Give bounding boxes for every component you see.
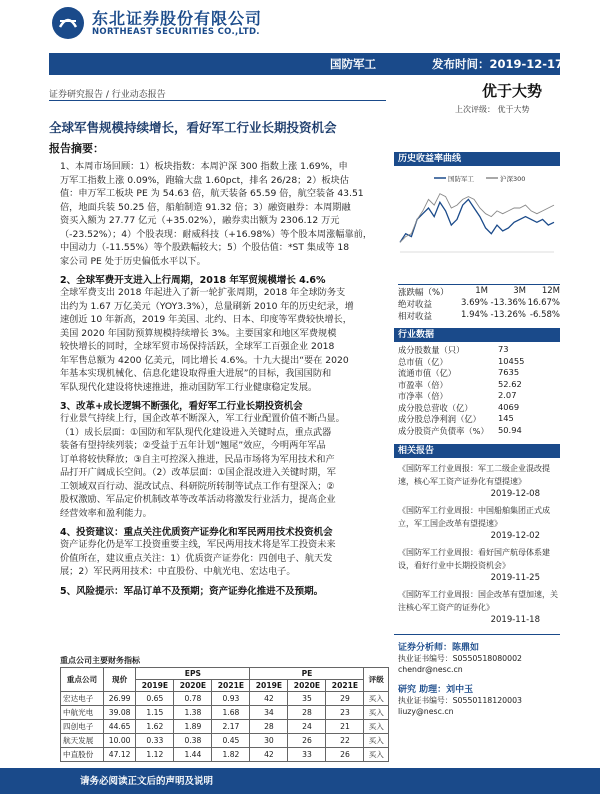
industry-data-row — [398, 390, 560, 402]
table-cell: 0.33 — [136, 734, 174, 748]
body-text-line: 股权激励、军品定价机制改革等改革活动将激发行业活力，提高企业 — [60, 494, 336, 505]
divider — [398, 284, 560, 285]
industry-data-row — [398, 413, 560, 425]
table-cell: 买入 — [364, 748, 389, 762]
table-cell: 30 — [250, 734, 288, 748]
section-heading: 5、风险提示：军品订单不及预期；资产证券化推进不及预期。 — [60, 585, 324, 597]
table-cell: 47.12 — [103, 748, 135, 762]
col-head-price: 现价 — [103, 668, 135, 692]
col-head-pe: PE — [250, 668, 364, 680]
body-text-line: 值：申万军工板块 PE 为 54.63 倍，航天装备 65.59 倍，航空装备 43.51 — [60, 188, 364, 199]
data-value: 10455 — [498, 355, 525, 366]
perf-head: 1M — [475, 286, 488, 296]
table-cell: 29 — [326, 692, 364, 706]
analyst-email: chendr@nesc.cn — [398, 665, 463, 674]
table-cell: 10.00 — [103, 734, 135, 748]
analyst-name: 刘中玉 — [446, 685, 474, 695]
industry-data-row — [398, 344, 560, 356]
table-cell: 1.12 — [136, 748, 174, 762]
data-key: 市净率（倍） — [398, 391, 448, 401]
related-report-date: 2019-11-18 — [490, 615, 540, 625]
perf-cell: 16.67% — [527, 298, 560, 308]
body-text-line: 资产证券化仍是军工投资重要主线，军民两用技术将是军工投资未来 — [60, 539, 336, 550]
perf-cell: -13.26% — [490, 310, 526, 320]
body-text-line: 行业景气持续上行，国企改革不断深入，军工行业配置价值不断凸显。 — [60, 413, 345, 424]
data-key: 成分股资产负债率（%） — [398, 425, 489, 436]
table-cell: 44.65 — [103, 720, 135, 734]
table-title: 重点公司主要财务指标 — [60, 656, 140, 665]
table-row — [61, 692, 389, 706]
table-cell: 33 — [288, 748, 326, 762]
data-value: 2.07 — [498, 390, 517, 400]
table-row — [61, 734, 389, 748]
table-cell: 0.65 — [136, 692, 174, 706]
related-report-title[interactable]: 《国防军工行业周报：军工二级企业混改提速，核心军工资产证券化有望提速》 — [398, 464, 550, 486]
table-cell: 买入 — [364, 720, 389, 734]
body-text-line: 资买入额为 27.77 亿元（+35.02%），融券卖出额为 2306.12 万元 — [60, 215, 340, 226]
company-name-en: NORTHEAST SECURITIES CO.,LTD. — [92, 27, 260, 37]
company-logo — [52, 7, 84, 39]
analyst-2 — [398, 682, 473, 695]
table-cell: 28 — [250, 720, 288, 734]
table-row — [61, 720, 389, 734]
body-text-line: 价值所在，建议重点关注：1）优质资产证券化：四创电子、航天发 — [60, 552, 333, 564]
year-head: 2021E — [212, 680, 250, 692]
analyst-email: liuzy@nesc.cn — [398, 707, 454, 716]
section-heading: 2、全球军费开支进入上行周期，2018 年军贸规模增长 4.6% — [60, 275, 326, 286]
industry-data-row — [398, 425, 560, 437]
data-value: 52.62 — [498, 378, 522, 389]
table-cell: 26 — [326, 748, 364, 762]
financial-table — [60, 667, 389, 762]
table-row — [61, 748, 389, 762]
perf-cell: 绝对收益 — [398, 300, 433, 310]
chart-header: 历史收益率曲线 — [394, 152, 560, 166]
year-head: 2021E — [326, 680, 364, 692]
table-cell: 1.62 — [136, 720, 174, 734]
divider — [394, 634, 560, 635]
table-cell: 24 — [288, 720, 326, 734]
table-cell: 宏达电子 — [61, 692, 104, 706]
body-text-line: 军队现代化建设将快速推进，推动国防军工行业健康稳定发展。 — [60, 381, 318, 393]
related-report-title[interactable]: 《国防军工行业周报：看好国产航母体系建设，看好行业中长期投资机会》 — [398, 548, 550, 570]
analyst-1 — [398, 640, 479, 653]
body-text-line: 出约为 1.67 万亿美元（YOY3.3%），总量刷新 2010 年的历史纪录，增 — [60, 300, 354, 312]
abstract-heading: 报告摘要： — [49, 142, 104, 155]
table-cell: 0.45 — [212, 734, 250, 748]
legend-label: 国防军工 — [448, 175, 474, 183]
industry-data-header: 行业数据 — [394, 328, 560, 342]
data-value: 50.94 — [498, 424, 522, 435]
table-cell: 28 — [288, 706, 326, 720]
rating: 优于大势 — [482, 82, 543, 100]
analyst-label: 证券分析师： — [398, 643, 453, 653]
company-name-cn: 东北证券股份有限公司 — [92, 9, 263, 28]
body-text-line: 万军工指数上涨 0.09%，跑输大盘 1.60pct，排名 26/28；2）板块估 — [60, 174, 349, 186]
sector-label: 国防军工 — [330, 57, 376, 71]
perf-head: 3M — [513, 286, 526, 296]
return-chart — [394, 170, 560, 278]
table-cell: 0.38 — [174, 734, 212, 748]
perf-head: 涨跌幅（%） — [398, 288, 449, 298]
report-title: 全球军售规模持续增长，看好军工行业长期投资机会 — [49, 120, 337, 135]
body-text-line: 品打开广阔成长空间。（2）改革层面：①国企混改进入关键时期，军 — [60, 467, 336, 478]
table-cell: 1.89 — [174, 720, 212, 734]
perf-cell: 1.94% — [460, 310, 488, 320]
data-key: 流通市值（亿） — [398, 368, 457, 378]
table-cell: 39.08 — [103, 706, 135, 720]
body-text-line: 较快增长的同时，全球军贸市场保持活跃，全球军工百强企业 2018 — [60, 341, 335, 352]
body-text-line: 工领域双百行动、混改试点、科研院所转制等试点工作有望深入；② — [60, 480, 335, 492]
data-value: 145 — [498, 413, 514, 423]
perf-cell: 3.69% — [460, 298, 488, 308]
table-cell: 1.38 — [174, 706, 212, 720]
body-text-line: 装备有望持续列装；②受益于五年计划“翘尾”效应，今明两年军品 — [60, 440, 326, 451]
table-cell: 26.99 — [103, 692, 135, 706]
related-report-date: 2019-11-25 — [490, 573, 540, 583]
year-head: 2019E — [250, 680, 288, 692]
body-text-line: （1）成长层面：①国防和军队现代化建设进入关键时点，重点武器 — [60, 426, 332, 438]
col-head-eps: EPS — [136, 668, 250, 680]
section-heading: 4、投资建议：重点关注优质资产证券化和军民两用技术投资机会 — [60, 527, 333, 538]
table-cell: 0.78 — [174, 692, 212, 706]
perf-row — [398, 310, 560, 322]
body-text-line: 展；2）军民两用技术：中直股份、中航光电、宏达电子。 — [60, 566, 296, 577]
body-text-line: （-23.52%）；4）个股表现：耐威科技（+16.98%）等个股本周涨幅靠前， — [60, 228, 373, 240]
data-key: 成分股总营收（亿） — [398, 402, 473, 413]
body-text-line: 订单将较快释放；③自主可控深入推进，民品市场将为军用技术和产 — [60, 453, 335, 465]
body-text-line: 家公司 PE 处于历史偏低水平以下。 — [60, 255, 206, 267]
col-head-name: 重点公司 — [61, 668, 104, 692]
analyst-label: 研究 助理： — [398, 685, 447, 695]
table-cell: 1.15 — [136, 706, 174, 720]
table-cell: 42 — [250, 692, 288, 706]
section-heading: 3、改革+成长逻辑不断强化，看好军工行业长期投资机会 — [60, 401, 303, 412]
divider — [49, 100, 386, 101]
body-text-line: 1、本周市场回顾：1）板块指数：本周沪深 300 指数上涨 1.69%，申 — [60, 161, 348, 172]
data-value: 7635 — [498, 367, 520, 377]
table-cell: 34 — [250, 706, 288, 720]
table-cell: 航天发展 — [61, 734, 104, 748]
col-head-rating: 评级 — [364, 668, 389, 692]
analyst-name: 陈鼎如 — [452, 643, 480, 653]
body-text-line: 速创近 10 年新高，2019 年美国、北约、日本、印度等军费较快增长， — [60, 314, 352, 325]
data-key: 总市值（亿） — [398, 356, 448, 367]
data-key: 市盈率（倍） — [398, 379, 448, 390]
body-text-line: 美国 2020 年国防预算规模持续增长 3%。主要国家和地区军费规模 — [60, 327, 337, 339]
body-text-line: 全球军费支出 2018 年起进入了新一轮扩张周期，2018 年全球防务支 — [60, 287, 346, 298]
logo-icon — [52, 7, 84, 39]
body-text-line: 倍，地面兵装 50.25 倍，船舶制造 91.32 倍；3）融资融券：本周期融 — [60, 201, 351, 213]
perf-header-row — [398, 286, 560, 298]
related-report-date: 2019-12-08 — [490, 489, 540, 499]
related-report-title[interactable]: 《国防军工行业周报：国企改革有望加速，关注核心军工资产的证券化》 — [398, 590, 558, 612]
analyst-cert: 执业证书编号：S0550518080002 — [398, 654, 523, 663]
table-cell: 买入 — [364, 706, 389, 720]
table-cell: 中航光电 — [61, 706, 104, 720]
body-text-line: 年基本实现机械化、信息化建设取得重大进展”的目标，我国国防和 — [60, 368, 332, 379]
related-report-title[interactable]: 《国防军工行业周报：中国船舶集团正式成立，军工国企改革有望提速》 — [398, 506, 550, 528]
table-cell: 买入 — [364, 692, 389, 706]
table-cell: 四创电子 — [61, 720, 104, 734]
perf-cell: -6.58% — [529, 310, 560, 320]
industry-data-row — [398, 367, 560, 379]
analyst-cert: 执业证书编号：S0550118120003 — [398, 696, 523, 705]
perf-cell: 相对收益 — [398, 312, 433, 322]
table-cell: 23 — [326, 706, 364, 720]
year-head: 2020E — [288, 680, 326, 692]
table-cell: 42 — [250, 748, 288, 762]
table-cell: 买入 — [364, 734, 389, 748]
related-report-date: 2019-12-02 — [490, 531, 540, 541]
series-line-0 — [400, 199, 554, 242]
data-value: 4069 — [498, 401, 520, 412]
body-text-line: 经营效率和盈利能力。 — [60, 507, 152, 519]
table-cell: 26 — [288, 734, 326, 748]
publish-date: 发布时间：2019-12-17 — [432, 57, 564, 71]
report-type: 证券研究报告 / 行业动态报告 — [49, 90, 166, 100]
table-cell: 中直股份 — [61, 748, 104, 762]
data-key: 成分股总净利润（亿） — [398, 414, 481, 424]
table-cell: 1.68 — [212, 706, 250, 720]
related-header: 相关报告 — [394, 444, 560, 458]
body-text-line: 中国动力（-11.55%）等个股跌幅较大；5）个股估值：*ST 集成等 18 — [60, 242, 350, 253]
industry-data-row — [398, 356, 560, 368]
perf-row — [398, 298, 560, 310]
footer-disclaimer: 请务必阅读正文后的声明及说明 — [80, 776, 214, 787]
data-value: 73 — [498, 344, 509, 354]
table-cell: 22 — [326, 734, 364, 748]
year-head: 2019E — [136, 680, 174, 692]
series-line-1 — [400, 194, 554, 243]
table-cell: 35 — [288, 692, 326, 706]
data-key: 成分股数量（只） — [398, 345, 465, 355]
table-cell: 0.93 — [212, 692, 250, 706]
legend-label: 沪深300 — [500, 175, 526, 183]
table-cell: 21 — [326, 720, 364, 734]
year-head: 2020E — [174, 680, 212, 692]
table-row — [61, 706, 389, 720]
previous-rating: 上次评级： 优于大势 — [455, 105, 530, 114]
table-cell: 1.44 — [174, 748, 212, 762]
table-cell: 2.17 — [212, 720, 250, 734]
perf-cell: -13.36% — [490, 298, 526, 308]
perf-head: 12M — [541, 286, 560, 296]
industry-data-row — [398, 402, 560, 414]
body-text-line: 年军售总额为 4200 亿美元，同比增长 4.6%。十九大提出“要在 2020 — [60, 354, 349, 366]
industry-data-row — [398, 379, 560, 391]
table-cell: 1.82 — [212, 748, 250, 762]
